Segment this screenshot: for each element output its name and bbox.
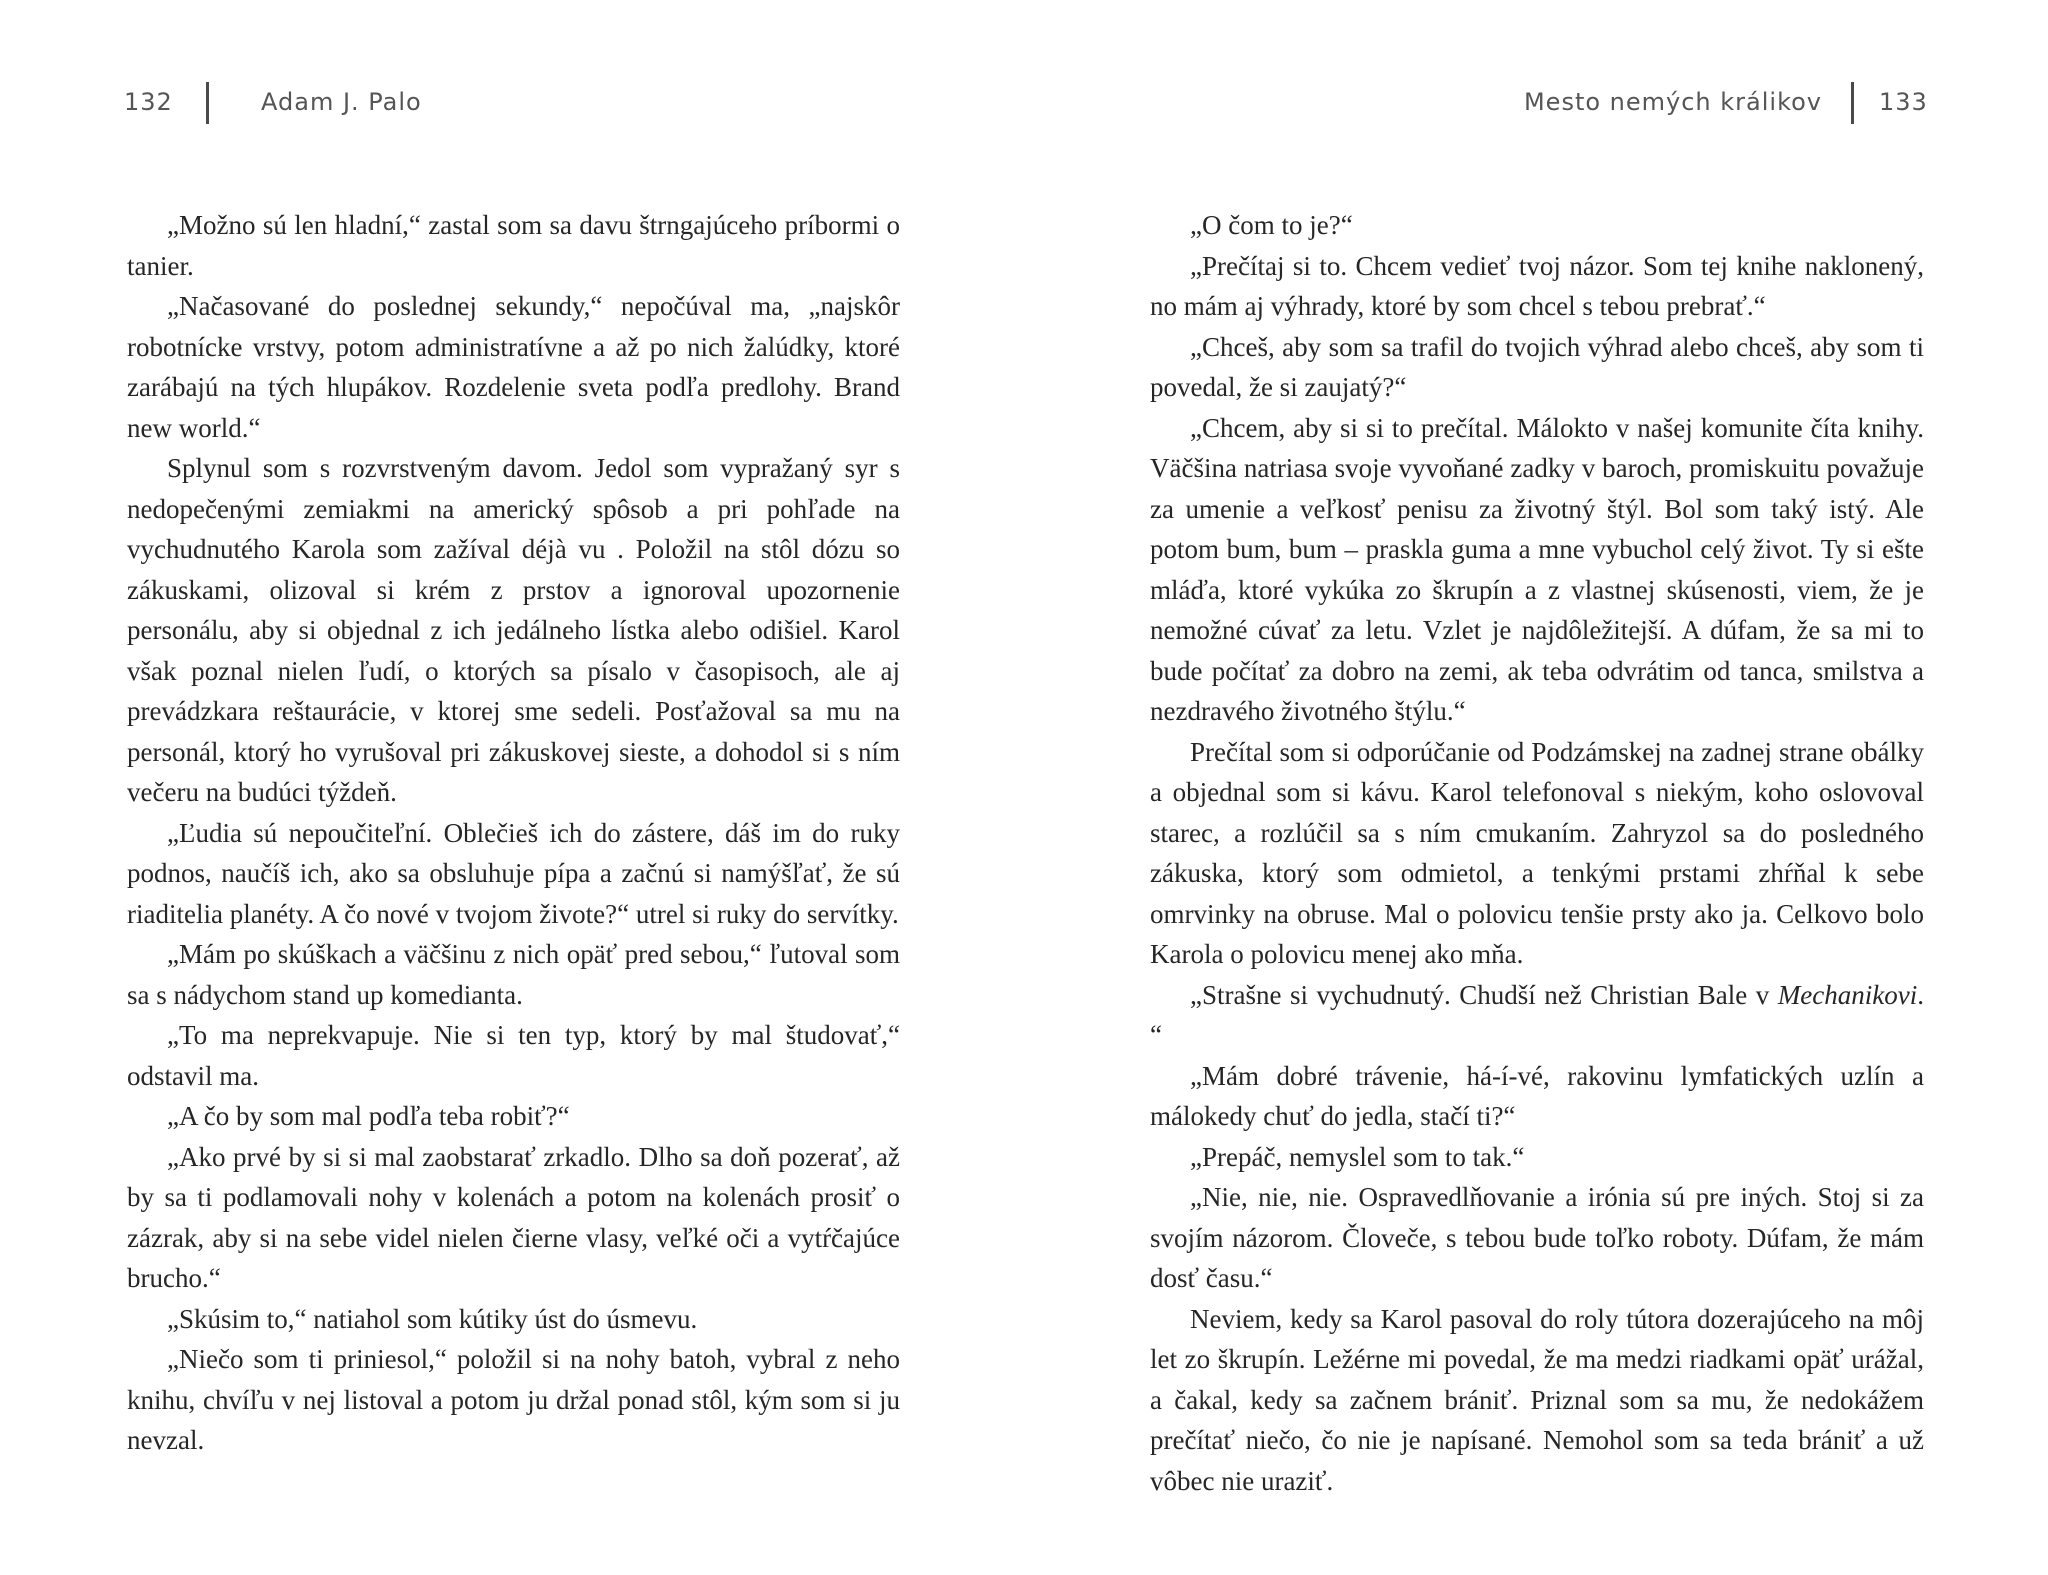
italic-book-title: Mechanikovi <box>1777 979 1918 1010</box>
paragraph: „Skúsim to,“ natiahol som kútiky úst do úsmevu. <box>167 1303 698 1334</box>
right-page-number: 133 <box>1879 88 1928 116</box>
paragraph: „A čo by som mal podľa teba robiť?“ <box>167 1101 570 1131</box>
paragraph: „O čom to je?“ <box>1190 210 1353 240</box>
paragraph: „Možno sú len hladní,“ zastal som sa davu štrngajúceho príbormi o tanier. <box>127 210 900 281</box>
paragraph: „Chceš, aby som sa trafil do tvojich výhrad alebo chceš, aby som ti povedal, že si zaujatý?“ <box>1150 331 1924 402</box>
paragraph: „Chcem, aby si si to prečítal. Málokto v našej komunite číta knihy. Väčšina natriasa svoje vyvoňané zadky v baroch, promiskuitu považuje za umenie a veľkosť penisu za životný štýl. Bol som taký istý. Ale potom bum, bum – praskla guma a mne vybuchol celý život. Ty si ešte mláďa, ktoré vykúka zo škrupín a z vlastnej skúsenosti, viem, že je nemožné cúvať za letu. Vzlet je najdôležitejší. A dúfam, že sa mi to bude počítať za dobro na zemi, ak teba odvrátim od tanca, smilstva a nezdravého životného štýlu.“ <box>1150 412 1924 726</box>
paragraph: „Načasované do poslednej sekundy,“ nepočúval ma, „najskôr robotnícke vrstvy, potom administratívne a až po nich žalúdky, ktoré zarábajú na tých hlupákov. Rozdelenie sveta podľa predlohy. Brand new world.“ <box>127 291 900 443</box>
paragraph: „Mám dobré trávenie, há-í-vé, rakovinu lymfatických uzlín a málokedy chuť do jedla, stačí ti?“ <box>1150 1060 1924 1131</box>
paragraph: Splynul som s rozvrstveným davom. Jedol som vypražaný syr s nedopečenými zemiakmi na americký spôsob a pri pohľade na vychudnutého Karola som zažíval déjà vu . Položil na stôl dózu so zákuskami, olizoval si krém z prstov a ignoroval upozornenie personálu, aby si objednal z ich jedálneho lístka alebo odišiel. Karol však poznal nielen ľudí, o ktorých sa písalo v časopisoch, ale aj prevádzkara reštaurácie, v ktorej sme sedeli. Posťažoval sa mu na personál, ktorý ho vyrušoval pri zákuskovej sieste, a dohodol si s ním večeru na budúci týždeň. <box>127 453 900 807</box>
paragraph: „To ma neprekvapuje. Nie si ten typ, ktorý by mal študovať,“ odstavil ma. <box>127 1020 900 1091</box>
right-running-head: Mesto nemých králikov <box>1523 88 1822 116</box>
right-page-header <box>1024 82 2048 124</box>
right-page-text <box>1150 205 1924 1501</box>
paragraph: „Mám po skúškach a väčšinu z nich opäť pred sebou,“ ľutoval som sa s nádychom stand up komedianta. <box>127 939 900 1010</box>
right-page <box>1024 0 2048 1575</box>
right-header-divider <box>1851 82 1854 124</box>
paragraph: „Niečo som ti priniesol,“ položil si na nohy batoh, vybral z neho knihu, chvíľu v nej listoval a potom ju držal ponad stôl, kým som si ju nevzal. <box>127 1344 900 1455</box>
paragraph: „Prečítaj si to. Chcem vedieť tvoj názor. Som tej knihe naklonený, no mám aj výhrady, ktoré by som chcel s tebou prebrať.“ <box>1150 250 1924 321</box>
paragraph: „Prepáč, nemyslel som to tak.“ <box>1190 1141 1525 1172</box>
left-running-head: Adam J. Palo <box>261 88 422 116</box>
paragraph-text: „Strašne si vychudnutý. Chudší než Christian Bale v <box>1190 979 1778 1010</box>
paragraph: „Ako prvé by si si mal zaobstarať zrkadlo. Dlho sa doň pozerať, až by sa ti podlamovali nohy v kolenách a potom na kolenách prosiť o zázrak, aby si na sebe videl nielen čierne vlasy, veľké oči a vytŕčajúce brucho.“ <box>127 1141 900 1293</box>
paragraph-text: . “ <box>1150 979 1924 1050</box>
left-header-divider <box>206 82 209 124</box>
paragraph: Prečítal som si odporúčanie od Podzámskej na zadnej strane obálky a objednal som si kávu. Karol telefonoval s niekým, koho oslovoval starec, a rozlúčil sa s ním cmukaním. Zahryzol sa do posledného zákuska, ktorý som odmietol, a tenkými prstami zhŕňal k sebe omrvinky na obruse. Mal o polovicu tenšie prsty ako ja. Celkovo bolo Karola o polovicu menej ako mňa. <box>1150 736 1924 969</box>
paragraph <box>1150 975 1924 1056</box>
paragraph: „Nie, nie, nie. Ospravedlňovanie a irónia sú pre iných. Stoj si za svojím názorom. Človeče, s tebou bude toľko roboty. Dúfam, že mám dosť času.“ <box>1150 1182 1924 1293</box>
left-page-text <box>127 205 900 1461</box>
paragraph: „Ľudia sú nepoučiteľní. Oblečieš ich do zástere, dáš im do ruky podnos, naučíš ich, ako sa obsluhuje pípa a začnú si namýšľať, že sú riaditelia planéty. A čo nové v tvojom živote?“ utrel si ruky do servítky. <box>127 817 900 929</box>
left-page-number: 132 <box>124 88 173 116</box>
left-page-header <box>0 82 1024 124</box>
paragraph: Neviem, kedy sa Karol pasoval do roly tútora dozerajúceho na môj let zo škrupín. Ležérne mi povedal, že ma medzi riadkami opäť urážal, a čakal, kedy sa začnem brániť. Priznal som sa mu, že nedokážem prečítať niečo, čo nie je napísané. Nemohol som sa teda brániť a už vôbec nie uraziť. <box>1150 1303 1924 1496</box>
